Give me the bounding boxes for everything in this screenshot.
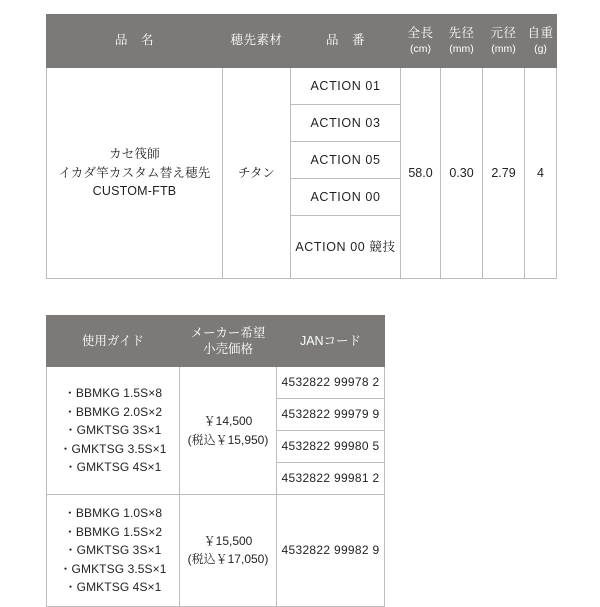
price-tax-included: (税込￥15,950) [187,432,269,447]
cell-price [180,367,277,495]
header-butt-diameter [483,15,525,68]
guide-line: ・GMKTSG 3S×1 [64,543,162,558]
header-jan-code [277,316,385,367]
header-tip-material [223,15,291,68]
header-jan-code-label: JANコード [299,333,362,348]
cell-model-number: ACTION 00 競技 [291,216,401,279]
price-tax-included: (税込￥17,050) [187,552,269,567]
cell-tip-diameter: 0.30 [441,68,483,279]
header-tip-diameter-label: 先径 [448,26,475,41]
header-weight-unit: (g) [534,42,547,55]
guide-line: ・GMKTSG 3S×1 [64,423,162,438]
header-tip-diameter-unit: (mm) [449,42,474,55]
price-value: ￥15,500 [203,533,253,548]
header-total-length [401,15,441,68]
cell-jan-code: 4532822 99978 2 [277,367,385,399]
cell-jan-code: 4532822 99982 9 [277,495,385,607]
header-model-number-label: 品 番 [325,33,365,48]
guide-line: ・BBMKG 1.5S×2 [63,524,163,539]
header-product-name [47,15,223,68]
cell-price [180,495,277,607]
price-value: ￥14,500 [203,413,253,428]
guide-table-header-row [47,316,385,367]
cell-weight: 4 [525,68,557,279]
header-price-line-1: メーカー希望 [190,325,266,340]
guide-line: ・BBMKG 1.0S×8 [63,506,163,520]
product-name-line-2: イカダ竿カスタム替え穂先 [58,165,211,180]
cell-guides [47,367,180,495]
cell-jan-code: 4532822 99981 2 [277,463,385,495]
header-weight-label: 自重 [527,26,554,41]
header-total-length-unit: (cm) [410,42,431,55]
header-guides-label: 使用ガイド [81,333,145,348]
cell-model-number: ACTION 00 [291,179,401,216]
header-total-length-label: 全長 [407,26,434,41]
guide-line: ・BBMKG 2.0S×2 [63,404,163,419]
product-name-line-3: CUSTOM-FTB [92,184,177,199]
cell-butt-diameter: 2.79 [483,68,525,279]
cell-model-number: ACTION 05 [291,142,401,179]
header-weight [525,15,557,68]
guide-line: ・BBMKG 1.5S×8 [63,386,163,401]
header-price [180,316,277,367]
header-tip-diameter [441,15,483,68]
header-guides [47,316,180,367]
guide-line: ・GMKTSG 3.5S×1 [59,441,167,456]
header-product-name-label: 品 名 [114,33,154,48]
cell-model-number: ACTION 03 [291,105,401,142]
guide-price-jan-table [46,315,385,607]
cell-tip-material: チタン [223,68,291,279]
table-row [47,68,557,105]
header-butt-diameter-unit: (mm) [491,42,516,55]
cell-jan-code: 4532822 99980 5 [277,431,385,463]
cell-guides [47,495,180,607]
cell-model-number: ACTION 01 [291,68,401,105]
spec-table-header-row [47,15,557,68]
product-name-line-1: カセ筏師 [109,146,160,161]
header-price-line-2: 小売価格 [202,342,253,356]
table-row [47,367,385,399]
guide-line: ・GMKTSG 4S×1 [64,460,162,475]
header-tip-material-label: 穂先素材 [230,33,283,48]
header-model-number [291,15,401,68]
table-row [47,495,385,607]
header-butt-diameter-label: 元径 [490,26,517,41]
guide-line: ・GMKTSG 4S×1 [64,580,162,595]
cell-total-length: 58.0 [401,68,441,279]
cell-jan-code: 4532822 99979 9 [277,399,385,431]
guide-line: ・GMKTSG 3.5S×1 [59,561,167,576]
product-spec-table [46,14,557,279]
cell-product-name [47,68,223,279]
